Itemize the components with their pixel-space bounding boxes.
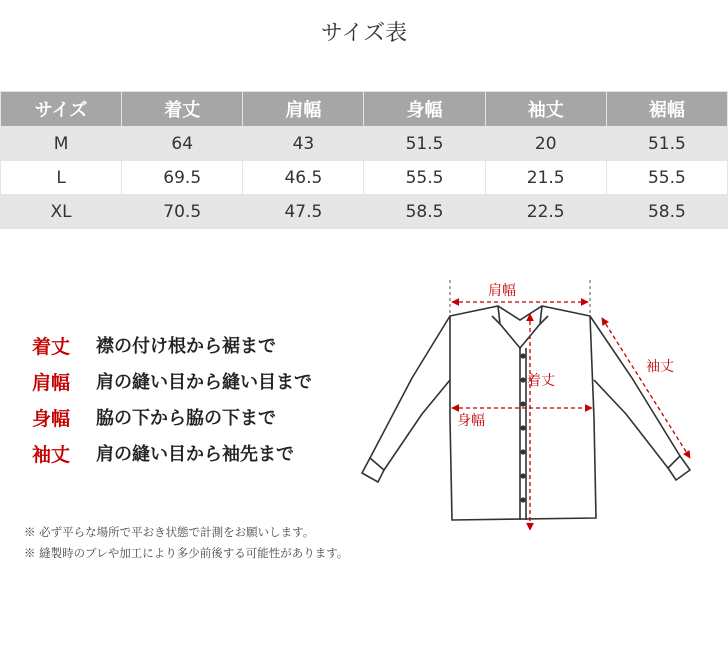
legend-description: 脇の下から脇の下まで — [96, 408, 276, 429]
size-table — [0, 91, 728, 229]
shirt-diagram — [350, 268, 710, 540]
diagram-label-shoulder: 肩幅 — [488, 283, 516, 299]
header-shoulder: 肩幅 — [243, 92, 364, 127]
measurement-notes — [24, 522, 348, 564]
table-cell: L — [1, 161, 122, 195]
legend-description: 襟の付け根から裾まで — [96, 336, 276, 357]
header-hem: 裾幅 — [606, 92, 727, 127]
legend-item-body-width — [32, 399, 312, 435]
header-size: サイズ — [1, 92, 122, 127]
header-sleeve: 袖丈 — [485, 92, 606, 127]
table-cell: 55.5 — [606, 161, 727, 195]
table-cell: 22.5 — [485, 195, 606, 229]
legend-description: 肩の縫い目から縫い目まで — [96, 372, 312, 393]
table-cell: 58.5 — [606, 195, 727, 229]
diagram-label-sleeve: 袖丈 — [646, 359, 674, 375]
diagram-label-length: 着丈 — [527, 373, 555, 389]
header-body-width: 身幅 — [364, 92, 485, 127]
table-cell: 64 — [122, 127, 243, 161]
legend-term: 身幅 — [32, 407, 71, 430]
diagram-label-body-width: 身幅 — [457, 413, 485, 429]
legend-item-shoulder — [32, 363, 312, 399]
legend-item-length — [32, 327, 312, 363]
table-cell: 47.5 — [243, 195, 364, 229]
table-header-row — [1, 92, 728, 127]
header-length: 着丈 — [122, 92, 243, 127]
table-cell: 43 — [243, 127, 364, 161]
table-cell: 51.5 — [606, 127, 727, 161]
legend-term: 肩幅 — [32, 371, 71, 394]
table-row — [1, 127, 728, 161]
legend-description: 肩の縫い目から袖先まで — [96, 444, 294, 465]
table-cell: 46.5 — [243, 161, 364, 195]
legend-term: 着丈 — [32, 335, 71, 358]
table-cell: 58.5 — [364, 195, 485, 229]
note-flat-measure: ※ 必ず平らな場所で平おき状態で計測をお願いします。 — [24, 525, 315, 539]
table-row — [1, 195, 728, 229]
table-cell: XL — [1, 195, 122, 229]
table-cell: 55.5 — [364, 161, 485, 195]
table-cell: 51.5 — [364, 127, 485, 161]
page-title: サイズ表 — [320, 21, 408, 46]
shirt-outline — [362, 306, 690, 520]
sleeve-arrow — [602, 318, 690, 458]
shirt-buttons — [520, 353, 525, 502]
table-cell: M — [1, 127, 122, 161]
table-cell: 21.5 — [485, 161, 606, 195]
table-cell: 70.5 — [122, 195, 243, 229]
table-row — [1, 161, 728, 195]
table-cell: 69.5 — [122, 161, 243, 195]
measurement-legend — [32, 327, 312, 471]
table-cell: 20 — [485, 127, 606, 161]
legend-term: 袖丈 — [32, 443, 71, 466]
legend-item-sleeve — [32, 435, 312, 471]
note-variance: ※ 縫製時のブレや加工により多少前後する可能性があります。 — [24, 546, 349, 560]
